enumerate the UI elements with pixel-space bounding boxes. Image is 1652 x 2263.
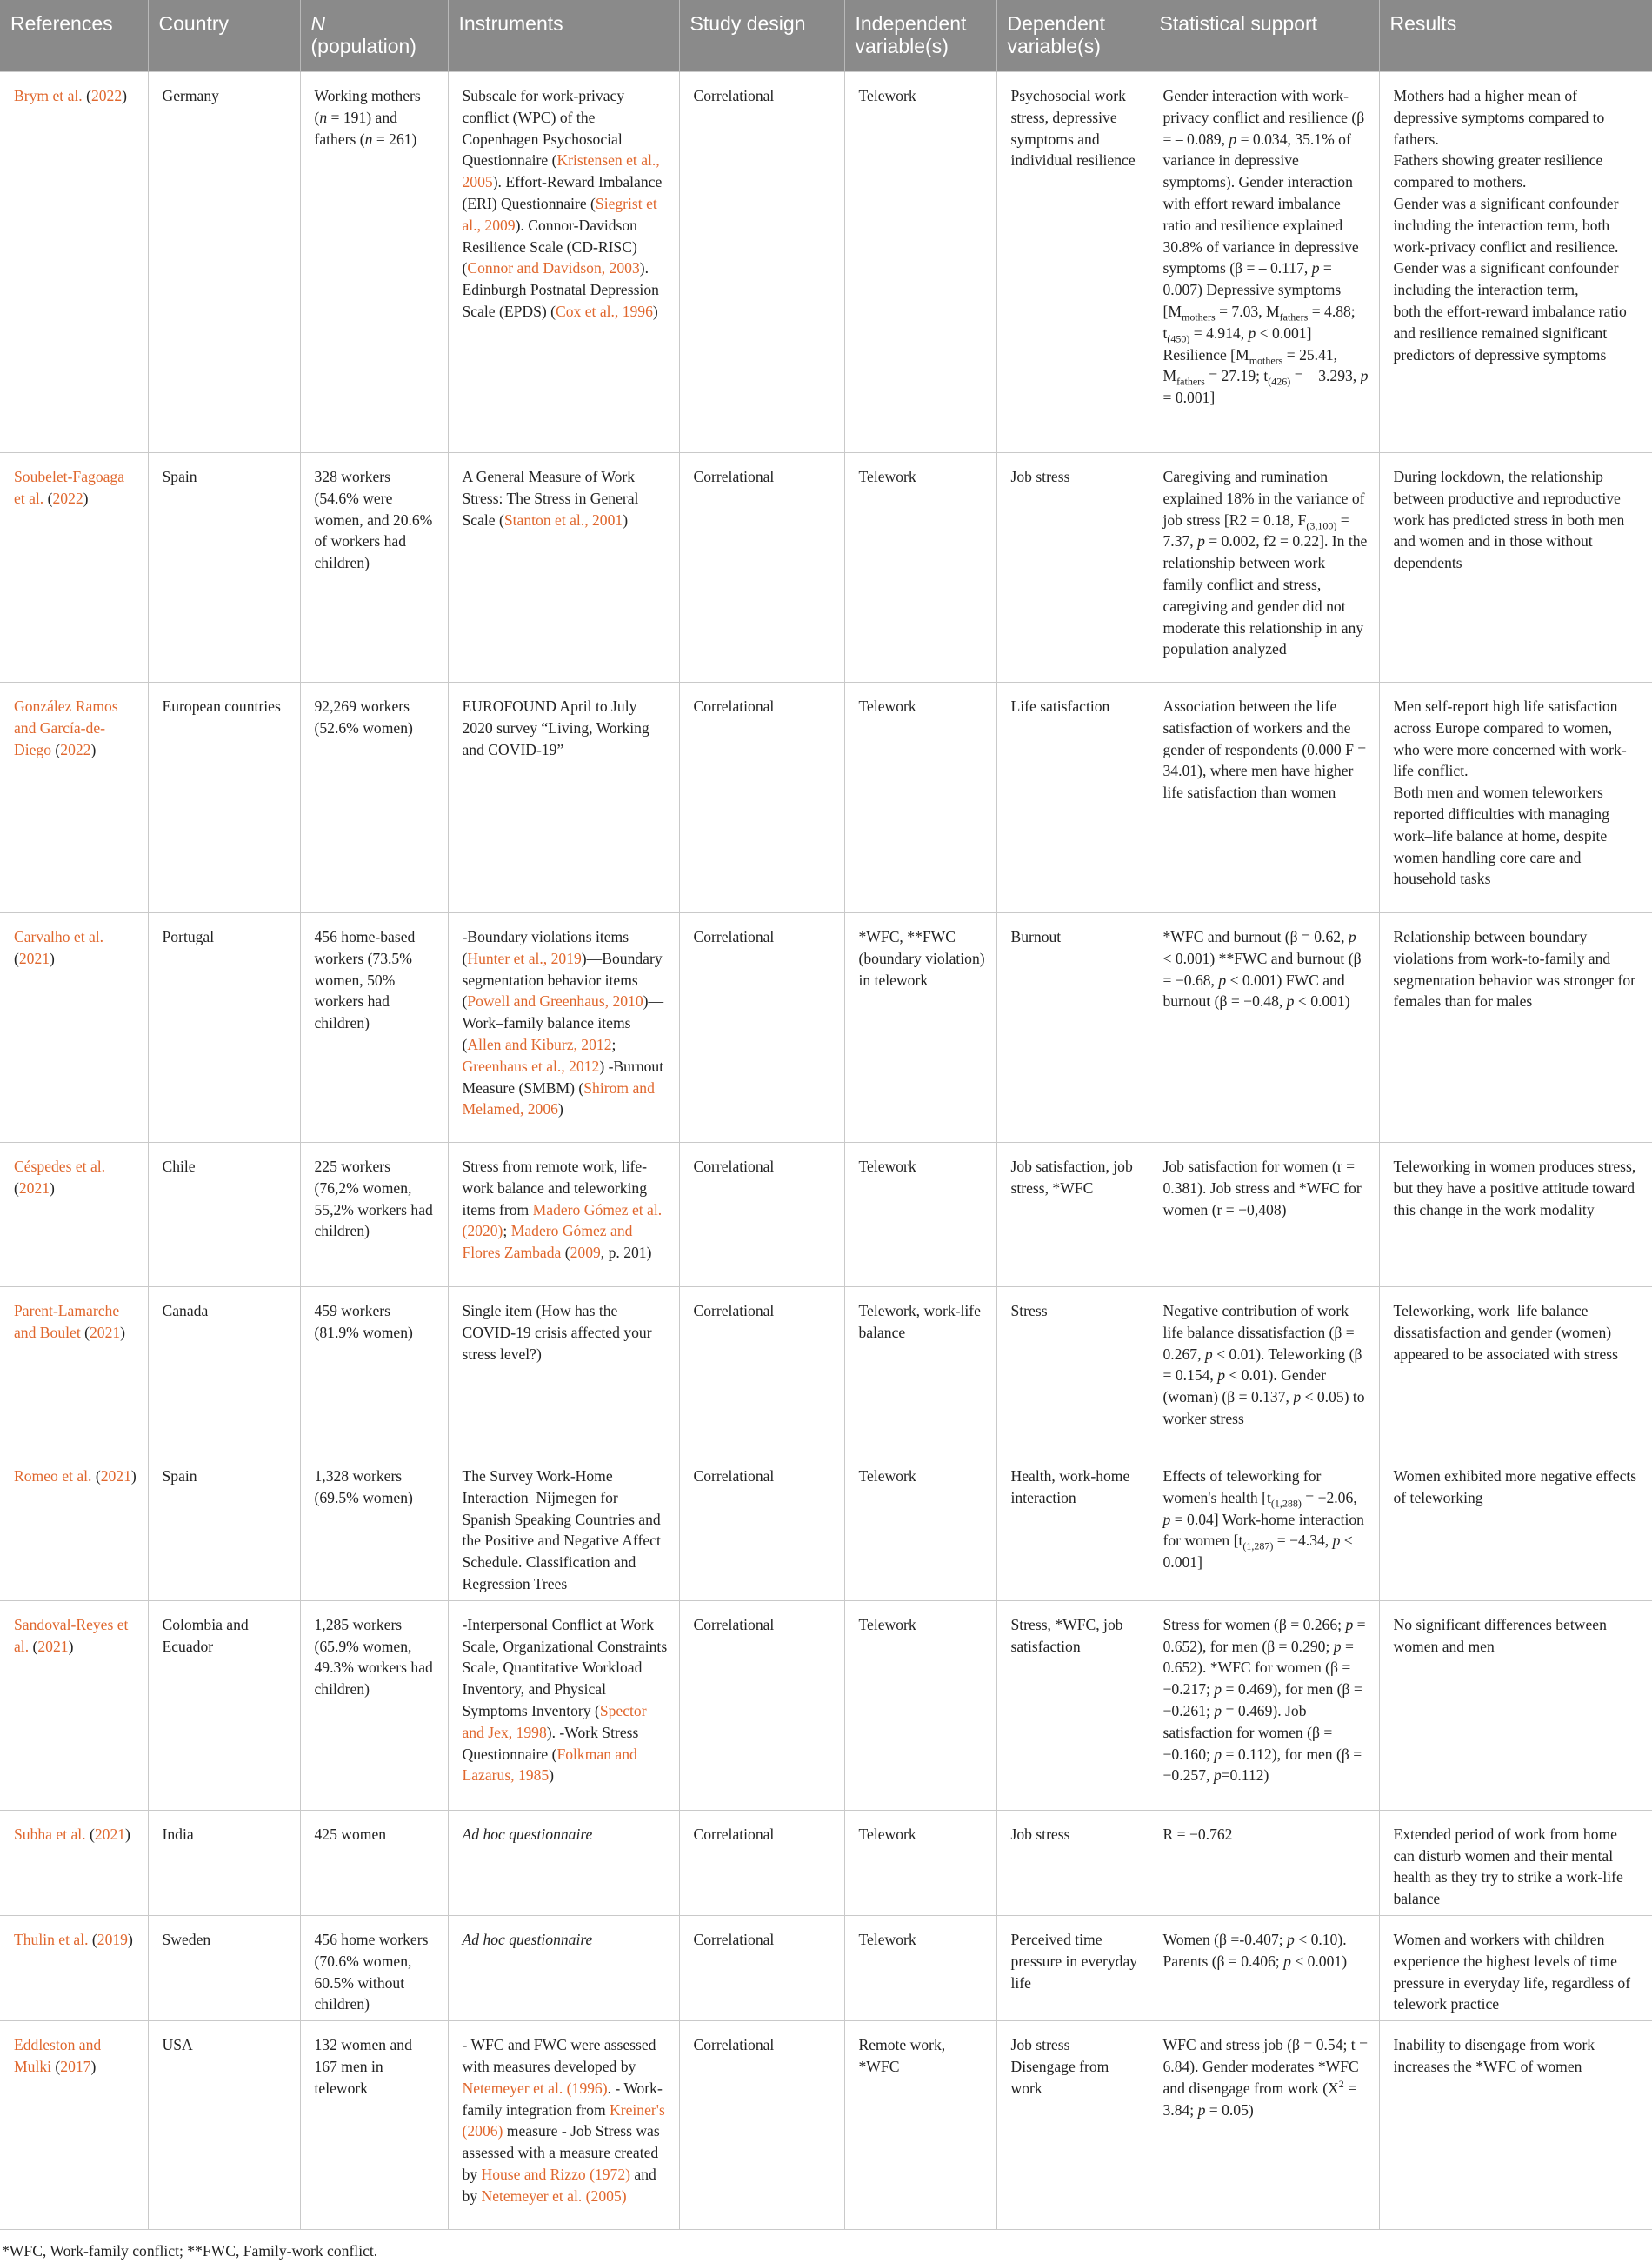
cell-results: Teleworking, work–life balance dissatisfaction and gender (women) appeared to be associated with stress: [1379, 1287, 1652, 1452]
instruments-text: -Interpersonal Conflict at Work Scale, Organizational Constraints Scale, Quantitative Workload Inventory, and Physical Symptoms Inventory (: [462, 1615, 668, 1719]
citation-link[interactable]: Connor and Davidson, 2003: [467, 259, 640, 277]
header-statistical: Statistical support: [1149, 0, 1379, 72]
citation-link[interactable]: Kristensen et al., 2005: [462, 151, 660, 191]
cell-statistical: [1149, 1600, 1379, 1810]
cell-dependent: Stress, *WFC, job satisfaction: [996, 1600, 1149, 1810]
cell-population: 225 workers (76,2% women, 55,2% workers had children): [300, 1143, 448, 1287]
cell-population: 425 women: [300, 1810, 448, 1915]
cell-independent: Telework: [844, 72, 996, 453]
stat-text: = 0.034, 35.1% of variance in depressive symptoms). Gender interaction with effort reward imbalance ratio and resilience explained 30.8% of variance in depressive symptoms (β = – 0.117,: [1162, 130, 1359, 277]
cell-results: Relationship between boundary violations from work-to-family and segmentation behavior was stronger for females than for males: [1379, 913, 1652, 1143]
cell-dependent: Job stress: [996, 453, 1149, 683]
cell-instruments: [448, 453, 679, 683]
stat-p: p: [1283, 1952, 1291, 1970]
cell-country: Portugal: [148, 913, 300, 1143]
cell-results: [1379, 683, 1652, 913]
stat-subscript: (426): [1268, 375, 1291, 388]
reference-year-link[interactable]: 2021: [100, 1467, 131, 1485]
stat-p: p: [1162, 1510, 1171, 1528]
cell-results: Teleworking in women produces stress, but they have a positive attitude toward this change in the work modality: [1379, 1143, 1652, 1287]
stat-text: = 7.37,: [1162, 511, 1349, 551]
instruments-text: ). Connor-Davidson Resilience Scale (CD-RISC) (: [462, 216, 637, 277]
cell-statistical: [1149, 453, 1379, 683]
stat-p: p: [1214, 1701, 1222, 1719]
cell-dependent: Job stress: [996, 1810, 1149, 1915]
cell-population: 328 workers (54.6% were women, and 20.6% of workers had children): [300, 453, 448, 683]
reference-year-link[interactable]: 2022: [52, 489, 83, 507]
stat-p: p: [1360, 367, 1369, 385]
header-country: Country: [148, 0, 300, 72]
stat-text: = 0.007) Depressive symptoms [M: [1162, 259, 1342, 320]
cell-reference: Brym et al. (2022): [0, 72, 148, 453]
result-line: Mothers had a higher mean of depressive symptoms compared to fathers.: [1393, 87, 1605, 148]
reference-year-link[interactable]: 2021: [89, 1323, 121, 1341]
stat-subscript: (3,100): [1306, 519, 1337, 532]
citation-link[interactable]: Allen and Kiburz, 2012: [467, 1035, 612, 1053]
cell-statistical: Job satisfaction for women (r = 0.381). Job stress and *WFC for women (r = −0,408): [1149, 1143, 1379, 1287]
stat-text: < 0.001) FWC and burnout (β = −0.48,: [1162, 971, 1345, 1011]
cell-dependent: Psychosocial work stress, depressive symptoms and individual resilience: [996, 72, 1149, 453]
stat-text: < 0.001): [1290, 1952, 1348, 1970]
result-line: predictors of depressive symptoms: [1393, 345, 1607, 364]
stat-text: =0.112): [1221, 1766, 1269, 1785]
cell-population: 1,285 workers (65.9% women, 49.3% workers had children): [300, 1600, 448, 1810]
stat-text: = 4.88; t: [1162, 302, 1356, 342]
cell-statistical: R = −0.762: [1149, 1810, 1379, 1915]
stat-text: Effects of teleworking for women's health [t: [1162, 1467, 1322, 1506]
reference-link[interactable]: Eddleston and Mulki: [14, 2036, 102, 2075]
stat-text: Gender interaction with work-privacy conflict and resilience (β = – 0.089,: [1162, 87, 1365, 148]
table-row: [0, 1452, 1652, 1601]
stat-p: p: [1217, 1366, 1226, 1385]
cell-reference: Eddleston and Mulki (2017): [0, 2021, 148, 2230]
cell-design: Correlational: [679, 1452, 844, 1601]
cell-dependent: Job stress Disengage from work: [996, 2021, 1149, 2230]
reference-year-link[interactable]: 2022: [90, 87, 123, 104]
stat-superscript: 2: [1338, 2077, 1344, 2090]
cell-instruments: Ad hoc questionnaire: [448, 1810, 679, 1915]
cell-independent: Remote work, *WFC: [844, 2021, 996, 2230]
cell-dependent: Burnout: [996, 913, 1149, 1143]
stat-subscript: (1,288): [1270, 1497, 1302, 1510]
instruments-text: ): [549, 1766, 555, 1785]
reference-link[interactable]: Thulin et al.: [14, 1930, 89, 1948]
population-n: n: [364, 130, 373, 148]
reference-link[interactable]: González Ramos and García-de-Diego: [14, 698, 118, 758]
cell-design: Correlational: [679, 1810, 844, 1915]
stat-text: Stress for women (β = 0.266;: [1162, 1615, 1346, 1633]
cell-reference: Subha et al. (2021): [0, 1810, 148, 1915]
population-text: = 261): [372, 130, 417, 148]
cell-design: Correlational: [679, 72, 844, 453]
cell-population: 132 women and 167 men in telework: [300, 2021, 448, 2230]
stat-p: p: [1345, 1615, 1354, 1633]
table-row: [0, 453, 1652, 683]
header-independent: Independent variable(s): [844, 0, 996, 72]
stat-text: WFC and stress job (β = 0.54; t = 6.84). Gender moderates *WFC and disengage from work (X: [1162, 2036, 1369, 2097]
instruments-text: Stress from remote work, life-work balance and teleworking items from: [462, 1158, 648, 1218]
reference-year-link[interactable]: 2021: [37, 1637, 69, 1655]
table-row: [0, 913, 1652, 1143]
cell-reference: Soubelet-Fagoaga et al. (2022): [0, 453, 148, 683]
reference-link[interactable]: Céspedes et al.: [14, 1158, 106, 1175]
cell-reference: Thulin et al. (2019): [0, 1915, 148, 2020]
cell-results: No significant differences between women and men: [1379, 1600, 1652, 1810]
cell-design: Correlational: [679, 1143, 844, 1287]
table-row: [0, 1143, 1652, 1287]
reference-year-link[interactable]: 2022: [60, 740, 91, 758]
stat-p: p: [1287, 1930, 1295, 1948]
citation-link[interactable]: Spector and Jex, 1998: [462, 1701, 647, 1741]
cell-country: India: [148, 1810, 300, 1915]
stat-p: p: [1214, 1745, 1222, 1763]
citation-link[interactable]: Kreiner's (2006): [462, 2100, 665, 2140]
stat-text: = 3.84;: [1162, 2079, 1357, 2119]
instruments-text: ). -Work Stress Questionnaire (: [462, 1723, 639, 1763]
header-study-design: Study design: [679, 0, 844, 72]
citation-link[interactable]: Powell and Greenhaus, 2010: [467, 992, 643, 1011]
cell-reference: González Ramos and García-de-Diego (2022): [0, 683, 148, 913]
cell-country: Spain: [148, 1452, 300, 1601]
stat-p: p: [1333, 1637, 1342, 1655]
cell-dependent: Life satisfaction: [996, 683, 1149, 913]
cell-country: Germany: [148, 72, 300, 453]
cell-results: Extended period of work from home can disturb women and their mental health as they try to strike a work-life balance: [1379, 1810, 1652, 1915]
stat-text: < 0.001]: [1162, 1532, 1353, 1572]
result-line: Fathers showing greater resilience compared to mothers.: [1393, 151, 1603, 191]
stat-subscript: fathers: [1279, 310, 1309, 324]
citation-link[interactable]: Folkman and Lazarus, 1985: [462, 1745, 637, 1785]
instruments-text: ): [623, 511, 629, 529]
cell-reference: Parent-Lamarche and Boulet (2021): [0, 1287, 148, 1452]
stat-subscript: mothers: [1249, 354, 1283, 367]
cell-country: Chile: [148, 1143, 300, 1287]
reference-link[interactable]: Soubelet-Fagoaga et al.: [14, 468, 125, 507]
cell-reference: Sandoval-Reyes et al. (2021): [0, 1600, 148, 1810]
cell-statistical: [1149, 1915, 1379, 2020]
stat-p: p: [1332, 1532, 1341, 1550]
instruments-text: , p. 201): [600, 1244, 652, 1262]
stat-subscript: (450): [1167, 332, 1190, 345]
stat-text: Negative contribution of work–life balance dissatisfaction (β = 0.267,: [1162, 1302, 1356, 1363]
stat-text: < 0.001) **FWC and burnout (β = −0.68,: [1162, 949, 1362, 989]
cell-population: 459 workers (81.9% women): [300, 1287, 448, 1452]
table-row: [0, 1810, 1652, 1915]
stat-text: = 25.41, M: [1162, 345, 1338, 385]
result-line: Gender was a significant confounder including the interaction term,: [1393, 259, 1619, 299]
reference-year-link[interactable]: 2021: [18, 1178, 50, 1197]
cell-design: Correlational: [679, 1915, 844, 2020]
reference-link[interactable]: Brym et al.: [14, 87, 83, 104]
instruments-text: ): [652, 302, 658, 320]
cell-independent: Telework: [844, 1143, 996, 1287]
table-row: [0, 2021, 1652, 2230]
cell-results: During lockdown, the relationship between productive and reproductive work has predicted stress in both men and women and in those without dependents: [1379, 453, 1652, 683]
stat-text: = 0.002, f2 = 0.22]. In the relationship between work–family conflict and stress, caregiving and gender did not moderate this relationship in any population analyzed: [1162, 532, 1368, 658]
stat-subscript: mothers: [1182, 310, 1216, 324]
stat-text: Caregiving and rumination explained 18% in the variance of job stress [R2 = 0.18, F: [1162, 468, 1365, 529]
stat-text: = 0.112), for men (β = −0.257,: [1162, 1745, 1362, 1785]
header-n-population: [300, 0, 448, 72]
instruments-text: ). Effort-Reward Imbalance (ERI) Questionnaire (: [462, 173, 663, 212]
table-footnote: *WFC, Work-family conflict; **FWC, Family-work conflict.: [2, 2242, 378, 2260]
header-references: References: [0, 0, 148, 72]
cell-instruments: EUROFOUND April to July 2020 survey “Living, Working and COVID-19”: [448, 683, 679, 913]
instruments-text: - WFC and FWC were assessed with measures developed by: [462, 2036, 656, 2075]
header-dependent: Dependent variable(s): [996, 0, 1149, 72]
citation-link[interactable]: Madero Gómez and Flores Zambada: [462, 1222, 633, 1262]
stat-text: = 0.652). *WFC for women (β = −0.217;: [1162, 1637, 1354, 1699]
cell-independent: Telework: [844, 683, 996, 913]
stat-text: = −2.06,: [1301, 1488, 1357, 1506]
cell-country: Canada: [148, 1287, 300, 1452]
cell-country: Colombia and Ecuador: [148, 1600, 300, 1810]
cell-results: Women exhibited more negative effects of teleworking: [1379, 1452, 1652, 1601]
table-row: [0, 1287, 1652, 1452]
cell-reference: Romeo et al. (2021): [0, 1452, 148, 1601]
instruments-text: Subscale for work-privacy conflict (WPC) of the Copenhagen Psychosocial Questionnaire (: [462, 87, 625, 170]
stat-text: = −4.34,: [1273, 1532, 1333, 1550]
instruments-text: A General Measure of Work Stress: The Stress in General Scale (: [462, 468, 639, 529]
stat-text: = 0.469). Job satisfaction for women (β = −0.160;: [1162, 1701, 1333, 1763]
result-line: Men self-report high life satisfaction across Europe compared to women, who were more concerned with work-life conflict.: [1393, 698, 1627, 780]
stat-text: < 0.001] Resilience [M: [1162, 324, 1312, 364]
cell-instruments: [448, 2021, 679, 2230]
stat-text: = – 3.293,: [1290, 367, 1361, 385]
stat-subscript: fathers: [1176, 375, 1205, 388]
cell-statistical: [1149, 1452, 1379, 1601]
cell-population: 1,328 workers (69.5% women): [300, 1452, 448, 1601]
stat-text: = 0.469), for men (β = −0.261;: [1162, 1680, 1362, 1719]
cell-independent: Telework: [844, 1600, 996, 1810]
instruments-text: -Boundary violations items (: [462, 928, 629, 967]
instruments-text: ;: [611, 1035, 616, 1053]
stat-p: p: [1218, 971, 1227, 989]
cell-dependent: Job satisfaction, job stress, *WFC: [996, 1143, 1149, 1287]
reference-year-link[interactable]: 2019: [97, 1930, 128, 1948]
stat-p: p: [1197, 2100, 1206, 2119]
result-line: Both men and women teleworkers reported difficulties with managing work–life balance at home, despite women handling core care and household tasks: [1393, 784, 1609, 888]
cell-dependent: Stress: [996, 1287, 1149, 1452]
stat-text: < 0.01). Teleworking (β = 0.154,: [1162, 1345, 1362, 1385]
result-line: Gender was a significant confounder including the interaction term, both work-privacy conflict and resilience.: [1393, 194, 1619, 256]
stat-text: < 0.10). Parents (β = 0.406;: [1162, 1930, 1347, 1970]
stat-text: = 0.001]: [1162, 389, 1216, 407]
citation-link[interactable]: Shirom and Melamed, 2006: [462, 1078, 655, 1118]
population-n: n: [319, 108, 328, 126]
citation-link[interactable]: Hunter et al., 2019: [467, 949, 582, 967]
citation-link[interactable]: 2009: [570, 1244, 601, 1262]
stat-p: p: [1213, 1766, 1222, 1785]
stat-text: < 0.001): [1294, 992, 1350, 1011]
stat-text: = 0.05): [1205, 2100, 1254, 2119]
cell-instruments: [448, 913, 679, 1143]
stat-text: = 0.652), for men (β = 0.290;: [1162, 1615, 1366, 1655]
cell-reference: Carvalho et al. (2021): [0, 913, 148, 1143]
instruments-text: . - Work-family integration from: [462, 2079, 663, 2119]
cell-country: Spain: [148, 453, 300, 683]
stat-p: p: [1204, 1345, 1213, 1363]
table-row: [0, 72, 1652, 453]
stat-text: *WFC and burnout (β = 0.62,: [1162, 928, 1349, 945]
stat-p: p: [1214, 1680, 1222, 1699]
cell-country: European countries: [148, 683, 300, 913]
cell-design: Correlational: [679, 1287, 844, 1452]
cell-population: [300, 72, 448, 453]
citation-link[interactable]: Siegrist et al., 2009: [462, 194, 657, 234]
stat-p: p: [1197, 532, 1205, 551]
header-population: (population): [310, 35, 416, 57]
citation-link[interactable]: House and Rizzo (1972): [481, 2165, 630, 2183]
stat-p: p: [1311, 259, 1320, 277]
cell-results: Women and workers with children experience the highest levels of time pressure in everyday life, regardless of telework practice: [1379, 1915, 1652, 2020]
reference-year-link[interactable]: 2021: [18, 949, 50, 967]
instruments-text: ) -Burnout Measure (SMBM) (: [462, 1057, 664, 1097]
cell-statistical: [1149, 72, 1379, 453]
cell-statistical: [1149, 1287, 1379, 1452]
reference-link[interactable]: Romeo et al.: [14, 1467, 92, 1485]
cell-population: 456 home workers (70.6% women, 60.5% without children): [300, 1915, 448, 2020]
cell-independent: *WFC, **FWC (boundary violation) in telework: [844, 913, 996, 1143]
cell-instruments: [448, 1600, 679, 1810]
population-text: = 191) and fathers (: [314, 108, 397, 148]
cell-dependent: Perceived time pressure in everyday life: [996, 1915, 1149, 2020]
reference-link[interactable]: Parent-Lamarche and Boulet: [14, 1302, 120, 1341]
population-text: Working mothers (: [314, 87, 421, 126]
citation-link[interactable]: Cox et al., 1996: [556, 302, 653, 320]
instruments-text: measure - Job Stress was assessed with a measure created by: [462, 2122, 660, 2183]
reference-link[interactable]: Subha et al.: [14, 1825, 86, 1843]
cell-instruments: Single item (How has the COVID-19 crisis affected your stress level?): [448, 1287, 679, 1452]
table-row: [0, 1600, 1652, 1810]
stat-text: < 0.01). Gender (woman) (β = 0.137,: [1162, 1366, 1326, 1406]
cell-statistical: Association between the life satisfaction of workers and the gender of respondents (0.000 F = 34.01), where men have higher life satisfaction than women: [1149, 683, 1379, 913]
citation-link[interactable]: Netemeyer et al. (1996): [462, 2079, 608, 2097]
instruments-text: )—Work–family balance items (: [462, 992, 664, 1053]
instruments-text: )—Boundary segmentation behavior items (: [462, 949, 663, 1011]
cell-country: USA: [148, 2021, 300, 2230]
cell-instruments: [448, 1143, 679, 1287]
instruments-text: and by: [462, 2165, 656, 2205]
header-instruments: Instruments: [448, 0, 679, 72]
reference-year-link[interactable]: 2021: [94, 1825, 126, 1843]
cell-results: Inability to disengage from work increases the *WFC of women: [1379, 2021, 1652, 2230]
instruments-text: ): [557, 1100, 563, 1118]
citation-link[interactable]: Greenhaus et al., 2012: [462, 1057, 600, 1075]
cell-design: Correlational: [679, 453, 844, 683]
stat-text: = 0.04] Work-home interaction for women [t: [1162, 1510, 1364, 1550]
stat-p: p: [1248, 324, 1256, 342]
cell-independent: Telework: [844, 1915, 996, 2020]
cell-statistical: [1149, 2021, 1379, 2230]
cell-design: Correlational: [679, 1600, 844, 1810]
cell-design: Correlational: [679, 683, 844, 913]
cell-independent: Telework: [844, 1452, 996, 1601]
instruments-text: ;: [503, 1222, 511, 1240]
stat-text: = 27.19; t: [1204, 367, 1269, 385]
cell-statistical: [1149, 913, 1379, 1143]
reference-link[interactable]: Sandoval-Reyes et al.: [14, 1615, 129, 1655]
stat-text: = 7.03, M: [1215, 302, 1280, 320]
cell-instruments: [448, 72, 679, 453]
reference-link[interactable]: Carvalho et al.: [14, 928, 104, 945]
stat-subscript: (1,287): [1242, 1539, 1274, 1552]
cell-reference: Céspedes et al. (2021): [0, 1143, 148, 1287]
cell-dependent: Health, work-home interaction: [996, 1452, 1149, 1601]
cell-instruments: Ad hoc questionnaire: [448, 1915, 679, 2020]
stat-text: = 4.914,: [1189, 324, 1249, 342]
cell-results: [1379, 72, 1652, 453]
cell-independent: Telework: [844, 453, 996, 683]
stat-text: < 0.05) to worker stress: [1162, 1388, 1365, 1427]
stat-p: p: [1229, 130, 1237, 148]
table-row: [0, 683, 1652, 913]
citation-link[interactable]: Netemeyer et al. (2005): [481, 2186, 627, 2205]
result-line: both the effort-reward imbalance ratio and resilience remained significant: [1393, 302, 1627, 342]
citation-link[interactable]: Madero Gómez et al. (2020): [462, 1200, 663, 1240]
cell-instruments: The Survey Work-Home Interaction–Nijmegen for Spanish Speaking Countries and the Positive and Negative Affect Schedule. Classification and Regression Trees: [448, 1452, 679, 1601]
cell-design: Correlational: [679, 2021, 844, 2230]
reference-year-link[interactable]: 2017: [60, 2057, 91, 2075]
citation-link[interactable]: Stanton et al., 2001: [503, 511, 623, 529]
cell-design: Correlational: [679, 913, 844, 1143]
cell-independent: Telework: [844, 1810, 996, 1915]
header-results: Results: [1379, 0, 1652, 72]
table-header: [0, 0, 1652, 72]
stat-text: Women (β =-0.407;: [1162, 1930, 1288, 1948]
cell-population: 92,269 workers (52.6% women): [300, 683, 448, 913]
stat-p: p: [1293, 1388, 1302, 1406]
table-row: [0, 1915, 1652, 2020]
instruments-text: (: [561, 1244, 570, 1262]
header-n-letter: N: [310, 12, 326, 35]
instruments-text: ). Edinburgh Postnatal Depression Scale (EPDS) (: [462, 259, 659, 320]
cell-country: Sweden: [148, 1915, 300, 2020]
cell-independent: Telework, work-life balance: [844, 1287, 996, 1452]
cell-population: 456 home-based workers (73.5% women, 50% workers had children): [300, 913, 448, 1143]
stat-p: p: [1348, 928, 1356, 945]
stat-p: p: [1286, 992, 1295, 1011]
